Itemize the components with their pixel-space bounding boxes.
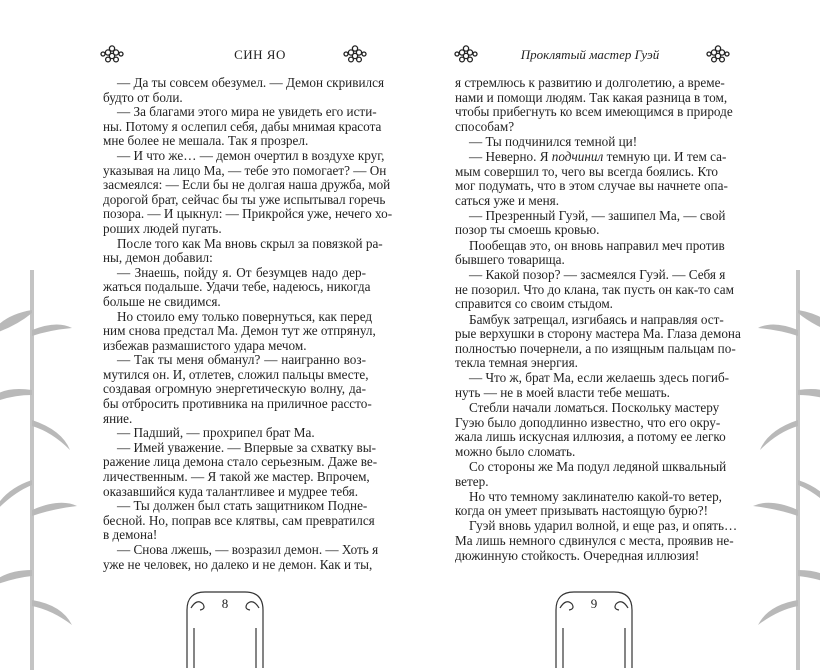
text-line: ны, демон добавил: bbox=[103, 250, 213, 266]
text-line: когда он умеет призывать настоящую бурю?! bbox=[455, 503, 708, 519]
paragraph bbox=[103, 264, 371, 310]
page-number: 9 bbox=[590, 596, 598, 611]
text-line: уже не человек, но далеко и не демон. Как и ты, bbox=[103, 556, 373, 572]
paragraph bbox=[103, 235, 383, 266]
text-line: жаться подальше. Удачи тебе, надеюсь, никогда bbox=[103, 279, 371, 295]
page-body-text bbox=[455, 75, 741, 563]
text-line: — Что ж, брат Ма, если желаешь здесь погиб- bbox=[469, 370, 730, 386]
text-line: можно было сломать. bbox=[455, 443, 576, 459]
paragraph bbox=[455, 207, 726, 238]
paragraph bbox=[103, 426, 366, 441]
text-line: — Ты подчинился темной ци! bbox=[469, 133, 638, 149]
text-line: больше не свидимся. bbox=[103, 293, 221, 309]
paragraph bbox=[455, 148, 728, 208]
text-line: мог подумать, что в этом случае вы начнете опа- bbox=[455, 178, 728, 194]
paragraph bbox=[455, 370, 730, 400]
text-line: Стебли начали ломаться. Поскольку мастеру bbox=[469, 400, 720, 416]
paragraph bbox=[455, 488, 722, 519]
running-header-author: СИН ЯО bbox=[234, 47, 286, 62]
paragraph bbox=[103, 308, 376, 354]
text-line: полностью почернели, а по изящным пальцам по- bbox=[455, 340, 736, 356]
text-line: жала лишь искусная иллюзия, а потому ее легко bbox=[455, 429, 726, 445]
text-line: оказавшийся куда талантливее и мудрее тебя. bbox=[103, 483, 359, 499]
paragraph bbox=[455, 267, 734, 312]
text-line bbox=[455, 148, 727, 165]
text-line: в демона! bbox=[103, 527, 158, 543]
text-line: чтобы прибегнуть ко всем имеющимся в природе bbox=[455, 104, 733, 120]
text-line: — Ты должен был стать защитником Подне- bbox=[117, 498, 368, 514]
text-line: Но что темному заклинателю какой-то ветер, bbox=[469, 488, 722, 504]
text-line: способам? bbox=[455, 118, 515, 134]
paragraph bbox=[103, 75, 385, 105]
text-line: — Падший, — прохрипел брат Ма. bbox=[117, 425, 315, 441]
text-line: ражение лица демона стало серьезным. Даже ве- bbox=[103, 454, 378, 470]
text-line: яние. bbox=[103, 410, 133, 426]
text-line: будто от боли. bbox=[103, 89, 183, 105]
bamboo-illustration bbox=[750, 270, 820, 670]
text-line: личественным. — Я такой же мастер. Впрочем, bbox=[103, 469, 370, 485]
text-line: — Презренный Гуэй, — зашипел Ма, — свой bbox=[469, 207, 726, 223]
text-line: создавая огромную энергетическую волну, да- bbox=[103, 381, 366, 397]
emphasis-text: подчинил bbox=[551, 148, 604, 164]
running-header-title: Проклятый мастер Гуэй bbox=[520, 47, 660, 62]
paragraph bbox=[455, 135, 718, 150]
paragraph bbox=[455, 518, 738, 563]
text-line: — За благами этого мира не увидеть его исти- bbox=[117, 104, 377, 120]
text-line: нами и помощи людям. Так какая разница в том, bbox=[455, 89, 728, 105]
endless-knot-icon bbox=[706, 45, 730, 63]
text-line: мутился он. И, отлетев, сложил пальцы вместе, bbox=[103, 366, 369, 382]
text-line: дюжинную стойкость. Очередная иллюзия! bbox=[455, 547, 700, 563]
paragraph bbox=[103, 542, 379, 572]
paragraph bbox=[103, 352, 372, 426]
paragraph bbox=[103, 498, 375, 543]
text-line: роших людей пугать. bbox=[103, 220, 222, 236]
text-line: бесной. Но, поправ все клятвы, сам превратился bbox=[103, 512, 375, 528]
paragraph bbox=[455, 400, 726, 459]
text-line: текла темная энергия. bbox=[455, 355, 578, 371]
paragraph bbox=[455, 458, 727, 489]
left-page bbox=[0, 0, 410, 661]
text-line: мым совершил то, чего вы всегда боялись. Кто bbox=[455, 163, 718, 179]
text-line: позора. — И цыкнул: — Прикройся уже, нечего хо- bbox=[103, 206, 393, 222]
text-segment: — Неверно. Я bbox=[469, 148, 552, 164]
paragraph bbox=[103, 439, 378, 499]
text-line: ним снова предстал Ма. Демон тут же отпрянул, bbox=[103, 323, 376, 339]
endless-knot-icon bbox=[100, 45, 124, 63]
text-line: дорогой брат, сейчас бы ты уже испытывал горечь bbox=[103, 191, 386, 207]
text-line: — Так ты меня обманул? — наигранно воз- bbox=[117, 352, 366, 368]
text-line: справится со своим стыдом. bbox=[455, 296, 613, 312]
text-line: мне более не мешала. Так я прозрел. bbox=[103, 133, 309, 149]
text-line: я стремлюсь к развитию и долголетию, а време- bbox=[455, 75, 725, 90]
endless-knot-icon bbox=[454, 45, 478, 63]
text-line: бывшего товарища. bbox=[455, 252, 565, 268]
paragraph bbox=[103, 104, 382, 149]
paragraph bbox=[455, 237, 725, 268]
page-body-text bbox=[103, 75, 393, 572]
text-line: — И что же… — демон очертил в воздухе круг, bbox=[117, 147, 385, 163]
text-line: ны. Потому я ослепил себя, дабы мнимая красота bbox=[103, 118, 382, 134]
text-line: — Снова лжешь, — возразил демон. — Хоть я bbox=[117, 542, 379, 557]
page-number: 8 bbox=[221, 596, 229, 611]
text-line: — Какой позор? — засмеялся Гуэй. — Себя я bbox=[469, 267, 726, 283]
bamboo-illustration bbox=[0, 270, 80, 670]
text-line: Пообещав это, он вновь направил меч против bbox=[469, 237, 725, 253]
text-line: рые верхушки в сторону мастера Ма. Глаза демона bbox=[455, 326, 741, 342]
paragraph bbox=[455, 75, 733, 134]
text-line: Ма лишь немного сдвинулся с места, проявив не- bbox=[455, 532, 734, 548]
endless-knot-icon bbox=[343, 45, 367, 63]
text-line: После того как Ма вновь скрыл за повязкой ра- bbox=[117, 235, 383, 251]
text-line: Со стороны же Ма подул ледяной шквальный bbox=[469, 458, 727, 474]
paragraph bbox=[103, 147, 393, 237]
text-line: избежав размашистого удара мечом. bbox=[103, 337, 307, 353]
text-line: — Знаешь, пойду я. От безумцев надо дер- bbox=[117, 264, 366, 280]
text-line: Но стоило ему только повернуться, как перед bbox=[117, 308, 373, 324]
text-line: бы отбросить противника на приличное рассто- bbox=[103, 396, 372, 412]
text-line: Гуэй вновь ударил волной, и еще раз, и опять… bbox=[469, 518, 738, 534]
text-segment: темную ци. И тем са- bbox=[603, 148, 727, 164]
text-line: — Имей уважение. — Впервые за схватку вы- bbox=[117, 439, 376, 455]
text-line: нуть — не в моей власти тебе мешать. bbox=[455, 384, 670, 400]
text-line: — Да ты совсем обезумел. — Демон скривился bbox=[117, 75, 385, 90]
text-line: указывая на лицо Ма, — тебе это помогает? — Он bbox=[103, 162, 387, 178]
text-line: Бамбук затрещал, изгибаясь и направляя ост- bbox=[469, 311, 724, 327]
right-page bbox=[410, 0, 820, 661]
text-line: саться уже и меня. bbox=[455, 192, 559, 208]
text-line: позор ты смоешь кровью. bbox=[455, 222, 600, 238]
text-line: Гуэю было доподлинно известно, что его окру- bbox=[455, 414, 721, 430]
text-line: не позорил. Что до клана, так пусть он как-то сам bbox=[455, 281, 734, 297]
paragraph bbox=[455, 311, 741, 371]
text-line: ветер. bbox=[455, 473, 489, 489]
text-line: засмеялся: — Если бы не долгая наша дружба, мой bbox=[103, 177, 391, 193]
